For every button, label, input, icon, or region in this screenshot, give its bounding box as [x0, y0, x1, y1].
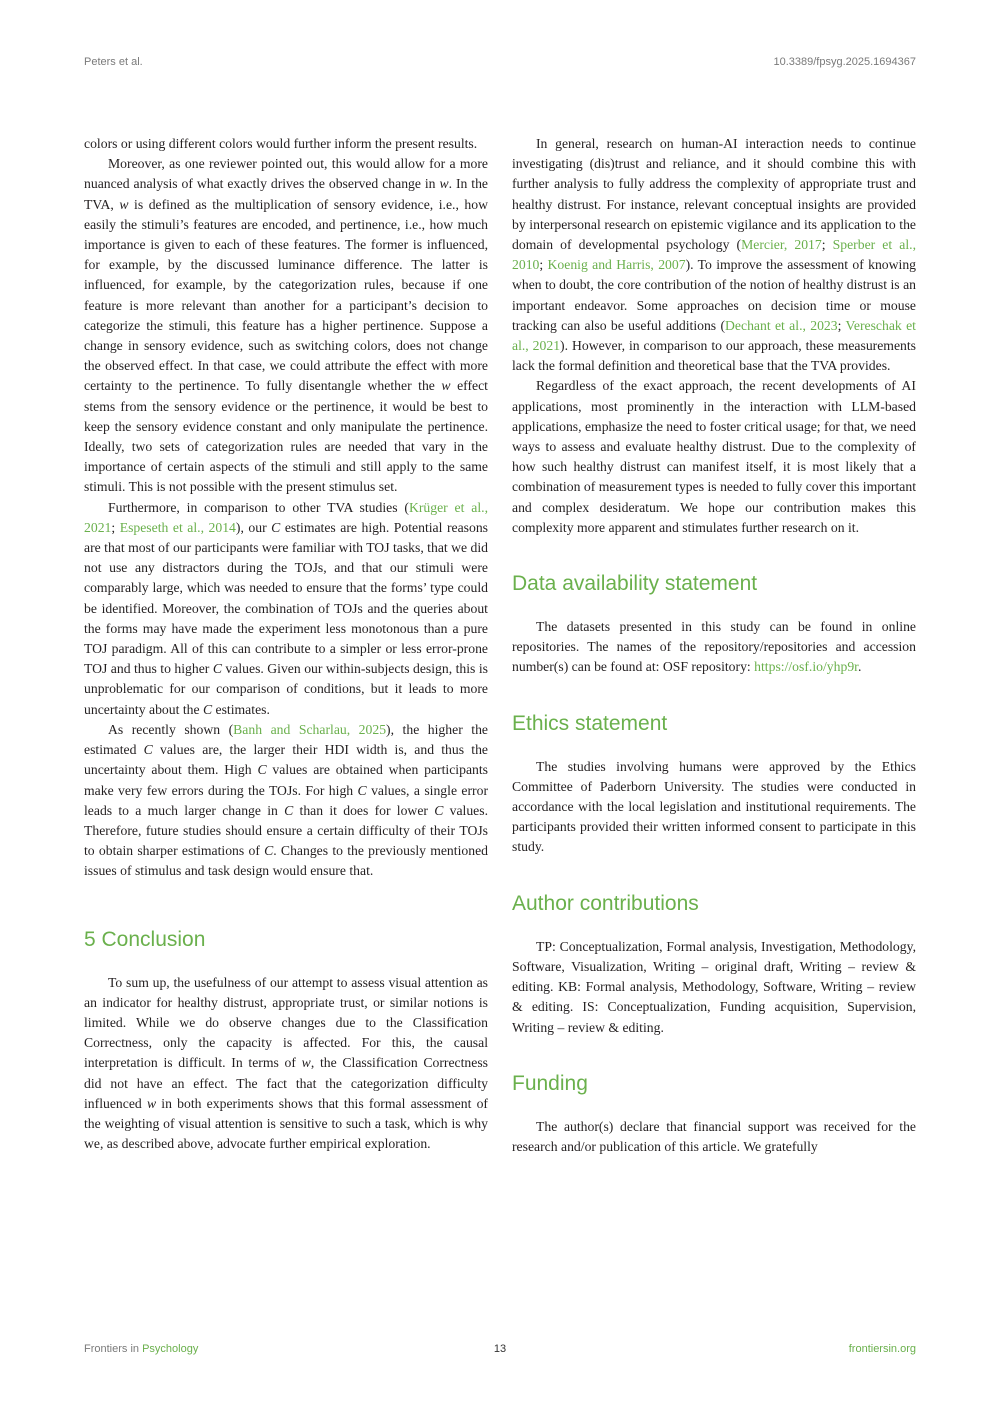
left-paragraph-1: colors or using different colors would further inform the present results. — [84, 136, 478, 151]
citation-link[interactable]: Krüger et al., 2021 — [84, 499, 488, 535]
citation-link[interactable]: Vereschak et al., 2021 — [512, 317, 916, 354]
conclusion-paragraph: To sum up, the usefulness of our attempt to assess visual attention as an indicator for healthy distrust, appropriate trust, or similar notions is limited. While we do observe changes due to the Classification Correctness, only the capacity is affected. For this, the causal interpretation is difficult. In terms of w, the Classification Correctness did not have an effect. The fact that the categorization difficulty influenced w in both experiments shows that this formal assessment of the weighting of visual attention is sensitive to such a task, which is why we, as described above, advocate further empirical exploration. — [84, 974, 489, 1152]
citation-link[interactable]: Dechant et al., 2023 — [725, 317, 838, 333]
ethics-text: The studies involving humans were approved by the Ethics Committee of Paderborn University. The studies were conducted in accordance with the local legislation and institutional requirements. The participants provided their written informed consent to participate in this study. — [512, 758, 916, 855]
right-paragraph-2: Regardless of the exact approach, the recent developments of AI applications, most prominently in the interaction with LLM-based applications, emphasize the need to foster critical usage; for that, we need ways to assess and evaluate healthy distrust. Due to the complexity of how such healthy distrust can manifest itself, it is most likely that a combination of measurement types is needed to fully cover this important and complex desideratum. We hope our contribution makes this complexity more apparent and stimulates further research on it. — [512, 378, 917, 535]
author-contributions-text: TP: Conceptualization, Formal analysis, Investigation, Methodology, Software, Visualization, Writing – original draft, Writing – review & editing. KB: Formal analysis, Methodology, Software, Writing – review & editing. IS: Conceptualization, Funding acquisition, Supervision, Writing – review & editing. — [512, 938, 916, 1035]
page-number: 13 — [493, 1343, 507, 1355]
citation-link[interactable]: Sperber et al., 2010 — [512, 237, 916, 273]
footer-site-link[interactable]: frontiersin.org — [848, 1343, 916, 1355]
page-footer — [84, 1343, 916, 1359]
funding-text: The author(s) declare that financial support was received for the research and/or publication of this article. We gratefully — [512, 1118, 916, 1154]
footer-journal: Frontiers in Psychology — [84, 1343, 199, 1355]
left-paragraph-3: Furthermore, in comparison to other TVA studies (Krüger et al., 2021; Espeseth et al., 2014), our C estimates are high. Potential reasons are that most of our participants were familiar with TOJ tasks, that we did not use any distractors during the TOJs, and that our stimuli were comparably large, which was needed to ensure that the forms’ type could be identified. Moreover, the combination of TOJs and the queries about the forms may have made the experiment less monotonous than a pure TOJ paradigm. All of this can contribute to a simpler or less error-prone TOJ and thus to higher C values. Given our within-subjects design, this is unproblematic for our comparison of conditions, but it leads to more uncertainty about the C estimates. — [84, 499, 488, 717]
section-heading-author-contributions: Author contributions — [512, 891, 699, 915]
citation-link[interactable]: Mercier, 2017 — [741, 237, 822, 253]
section-heading-conclusion: 5 Conclusion — [84, 927, 206, 951]
left-column — [84, 134, 488, 1154]
data-availability-text: The datasets presented in this study can be found in online repositories. The names of the repository/repositories and accession number(s) can be found at: OSF repository: https://osf.io/yhp9r. — [512, 619, 916, 675]
right-column — [512, 134, 916, 1157]
osf-repository-link[interactable]: https://osf.io/yhp9r — [754, 659, 858, 675]
left-paragraph-2: Moreover, as one reviewer pointed out, this would allow for a more nuanced analysis of what exactly drives the observed change in w. In the TVA, w is defined as the multiplication of sensory evidence, i.e., how easily the stimuli’s features are encoded, and pertinence, i.e., how much importance is given to each of these features. The former is influenced, for example, by the discussed luminance difference. The latter is influenced, for example, by the categorization rules, because if one feature is more relevant than another for a participant’s decision to categorize the stimuli, this feature has a higher pertinence. Suppose a change in sensory evidence, such as switching colors, does not change the observed effect. In that case, we could attribute the effect with more certainty to the pertinence. To fully disentangle whether the w effect stems from the sensory evidence or the pertinence, it would be best to keep the sensory evidence constant and only manipulate the pertinence. Ideally, two sets of categorization rules are needed that vary in the importance of certain aspects of the stimuli and still apply to the same stimuli. This is not possible with the present stimulus set. — [84, 156, 489, 495]
citation-link[interactable]: Banh and Scharlau, 2025 — [233, 721, 387, 737]
citation-link[interactable]: Espeseth et al., 2014 — [119, 519, 236, 535]
header-doi[interactable]: 10.3389/fpsyg.2025.1694367 — [773, 56, 916, 68]
section-heading-data-availability: Data availability statement — [512, 572, 758, 596]
section-heading-funding: Funding — [512, 1071, 588, 1095]
citation-link[interactable]: Koenig and Harris, 2007 — [547, 257, 686, 273]
running-header — [84, 56, 916, 72]
left-paragraph-4: As recently shown (Banh and Scharlau, 2025), the higher the estimated C values are, the larger their HDI width is, and thus the uncertainty about them. High C values are obtained when participants make very few errors during the TOJs. For high C values, a single error leads to a much larger change in C than it does for lower C values. Therefore, future studies should ensure a certain difficulty of their TOJs to obtain sharper estimations of C. Changes to the previously mentioned issues of stimulus and task design would ensure that. — [84, 721, 489, 879]
header-authors: Peters et al. — [84, 56, 143, 68]
right-paragraph-1: In general, research on human-AI interaction needs to continue investigating (dis)trust and reliance, and it should combine this with further analysis to fully address the complexity of appropriate trust and healthy distrust. For instance, relevant conceptual insights are provided by interpersonal research on epistemic vigilance and its application to the domain of developmental psychology (Mercier, 2017; Sperber et al., 2010; Koenig and Harris, 2007). To improve the assessment of knowing when to doubt, the core contribution of the notion of healthy distrust is an important endeavor. Some approaches on decision time or mouse tracking can also be useful additions (Dechant et al., 2023; Vereschak et al., 2021). However, in comparison to our approach, these measurements lack the formal definition and theoretical base that the TVA provides. — [512, 136, 917, 374]
section-heading-ethics: Ethics statement — [512, 711, 668, 735]
